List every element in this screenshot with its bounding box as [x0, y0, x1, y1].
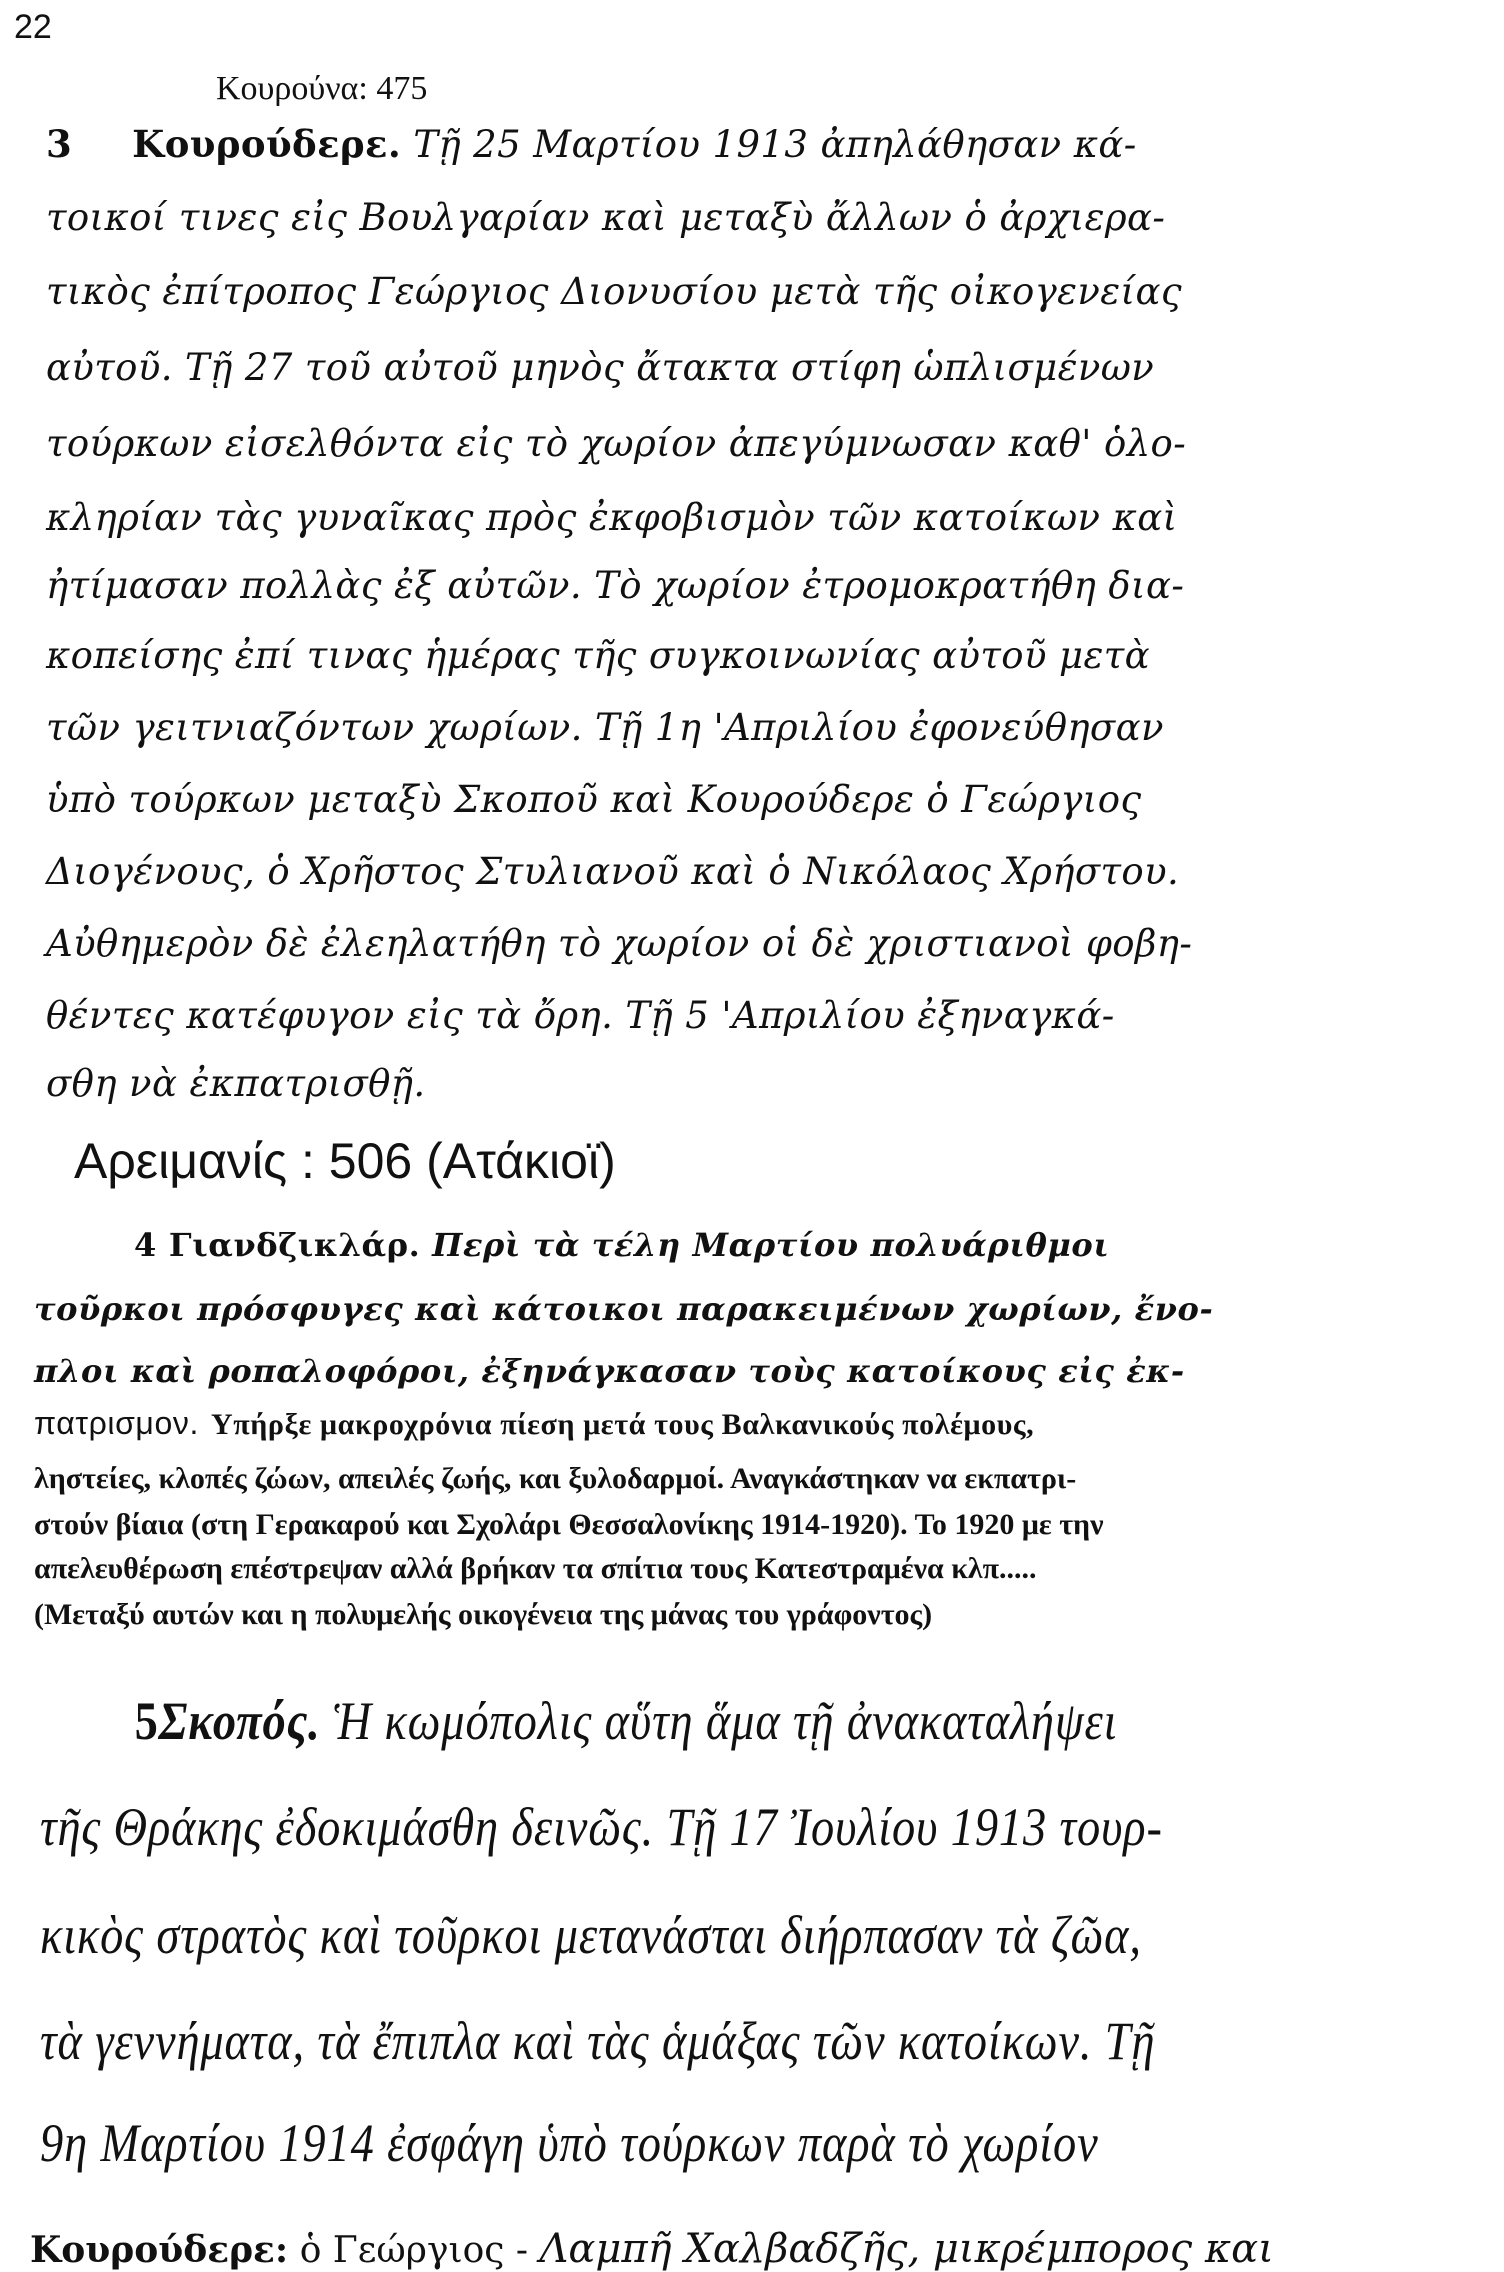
closing-text-large: Λαμπῆ Χαλβαδζῆς, μικρέμπορος και [539, 2226, 1274, 2272]
note-line: ληστείες, κλοπές ζώων, απειλές ζωής, και ξυλοδαρμοί. Αναγκάστηκαν να εκπατρι- [34, 1462, 1077, 1495]
section-text: Περὶ τὰ τέλη Μαρτίου πολυάριθμοι [432, 1226, 1110, 1264]
section-text: Τῇ 25 Μαρτίου 1913 ἀπηλάθησαν κά- [413, 123, 1137, 166]
section-heading: Σκοπός. [158, 1691, 321, 1751]
closing-heading: Κουρούδερε: [30, 2229, 289, 2271]
section-4-line [34, 1226, 1109, 1264]
section-5-line: τὰ γεννήματα, τὰ ἔπιπλα καὶ τὰς ἁμάξας τῶν κατοίκων. Τῇ [40, 2011, 1156, 2071]
section-heading: Γιανδζικλάρ. [168, 1226, 421, 1264]
section-5-line: τῆς Θράκης ἐδοκιμάσθη δεινῶς. Τῇ 17 Ἰουλίου 1913 τουρ- [40, 1797, 1163, 1857]
section-3-line: τῶν γειτνιαζόντων χωρίων. Τῇ 1η 'Απριλίου ἐφονεύθησαν [46, 706, 1164, 749]
section-3-line: ὑπὸ τούρκων μεταξὺ Σκοποῦ καὶ Κουρούδερε ὁ Γεώργιος [46, 778, 1142, 821]
section-4-line: πλοι καὶ ροπαλοφόροι, ἐξηνάγκασαν τοὺς κατοίκους εἰς ἐκ- [34, 1352, 1185, 1390]
section-3-line: ἠτίμασαν πολλὰς ἐξ αὐτῶν. Τὸ χωρίον ἐτρομοκρατήθη δια- [46, 564, 1185, 607]
population-header: Κουρούνα: 475 [216, 70, 428, 107]
closing-text: ὁ Γεώργιος - [299, 2230, 529, 2271]
section-3-line: αὐτοῦ. Τῇ 27 τοῦ αὐτοῦ μηνὸς ἄτακτα στίφη ὡπλισμένων [46, 346, 1155, 389]
section-4-line [34, 1404, 1034, 1442]
section-5-line [40, 1690, 1117, 1752]
section-text: Ἡ κωμόπολις αὕτη ἅμα τῇ ἀνακαταλήψει [333, 1691, 1118, 1751]
page-number: 22 [14, 8, 52, 46]
note-line: απελευθέρωση επέστρεψαν αλλά βρήκαν τα σπίτια τους Κατεστραμένα κλπ..... [34, 1552, 1037, 1585]
section-number: 5 [134, 1691, 159, 1751]
section-3-line: θέντες κατέφυγον εἰς τὰ ὄρη. Τῇ 5 'Απριλίου ἐξηναγκά- [46, 994, 1115, 1037]
section-number: 3 [46, 122, 73, 166]
section-text-sans: πατρισμον. [34, 1405, 199, 1441]
section-4-line: τοῦρκοι πρόσφυγες καὶ κάτοικοι παρακειμένων χωρίων, ἔνο- [34, 1290, 1214, 1328]
section-3-line: κληρίαν τὰς γυναῖκας πρὸς ἐκφοβισμὸν τῶν κατοίκων καὶ [46, 496, 1178, 539]
section-3-line: Διογένους, ὁ Χρῆστος Στυλιανοῦ καὶ ὁ Νικόλαος Χρήστου. [46, 850, 1180, 893]
section-number: 4 [134, 1226, 157, 1264]
closing-line [30, 2226, 1274, 2272]
section-heading: Κουρούδερε. [132, 122, 402, 166]
section-3-line: τικὸς ἐπίτροπος Γεώργιος Διονυσίου μετὰ τῆς οἰκογενείας [46, 270, 1182, 313]
section-3-line: Αὐθημερὸν δὲ ἐλεηλατήθη τὸ χωρίον οἱ δὲ χριστιανοὶ φοβη- [46, 922, 1193, 965]
section-3-line: τοικοί τινες εἰς Βουλγαρίαν καὶ μεταξὺ ἄλλων ὁ ἀρχιερα- [46, 196, 1166, 239]
section-5-line: 9η Μαρτίου 1914 ἐσφάγη ὑπὸ τούρκων παρὰ τὸ χωρίον [40, 2113, 1099, 2173]
section-3-line: σθη νὰ ἐκπατρισθῇ. [46, 1062, 426, 1105]
section-5-line: κικὸς στρατὸς καὶ τοῦρκοι μετανάσται διήρπασαν τὰ ζῶα, [40, 1905, 1142, 1965]
population-label: Αρειμανίς : 506 (Ατάκιοϊ) [74, 1133, 616, 1189]
note-line: στούν βίαια (στη Γερακαρού και Σχολάρι Θεσσαλονίκης 1914-1920). Το 1920 με την [34, 1508, 1104, 1541]
section-3-line: τούρκων εἰσελθόντα εἰς τὸ χωρίον ἀπεγύμνωσαν καθ' ὁλο- [46, 422, 1187, 465]
note-line: (Μεταξύ αυτών και η πολυμελής οικογένεια της μάνας του γράφοντος) [34, 1598, 933, 1631]
section-3-line [46, 122, 1137, 166]
note-text: Υπήρξε μακροχρόνια πίεση μετά τους Βαλκανικούς πολέμους, [210, 1408, 1035, 1441]
section-3-line: κοπείσης ἐπί τινας ἡμέρας τῆς συγκοινωνίας αὐτοῦ μετὰ [46, 634, 1150, 677]
